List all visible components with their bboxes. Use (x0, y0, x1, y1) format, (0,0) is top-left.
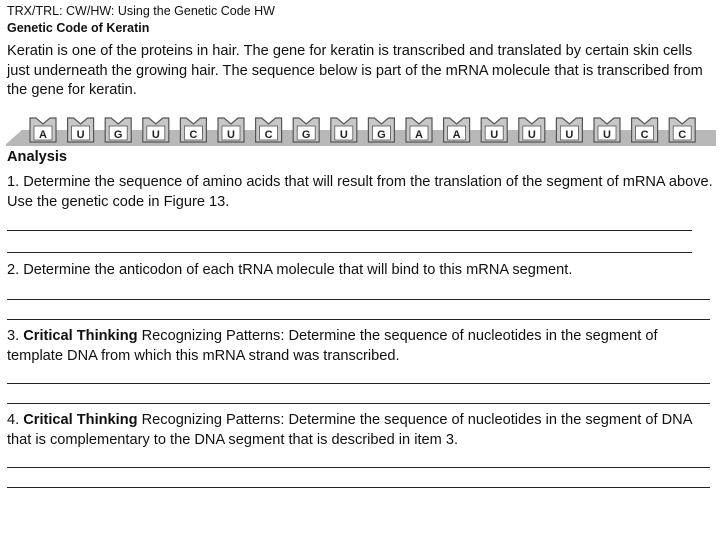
question-1: 1. Determine the sequence of amino acids that will result from the translation of the segment of mRNA above. Use the genetic code in Figure 13. (7, 174, 713, 210)
nucleotide-base-label: C (640, 129, 649, 141)
nucleotide-base-label: U (227, 129, 235, 141)
nucleotide-base-label: G (301, 129, 311, 141)
nucleotide-base-label: C (189, 129, 198, 141)
nucleotide-base-label: U (603, 129, 611, 141)
nucleotide-base-label: U (339, 129, 348, 141)
nucleotide-base-label: U (151, 129, 160, 141)
intro-paragraph: Keratin is one of the proteins in hair. The gene for keratin is transcribed and translated by certain skin cells just underneath the growing hair. The sequence below is part of the mRNA molecule that is transcribed from the gene for keratin. (7, 43, 703, 98)
nucleotide-base-label: U (565, 129, 574, 141)
nucleotide-base-label: U (527, 129, 536, 141)
question-3-number: 3. (7, 328, 20, 344)
answer-line[interactable] (7, 467, 710, 468)
mrna-strand-diagram (0, 112, 720, 150)
answer-line[interactable] (7, 252, 692, 253)
question-3-label: Critical Thinking (23, 328, 138, 344)
answer-line[interactable] (7, 230, 692, 231)
nucleotide-base-label: G (377, 129, 386, 141)
question-3 (7, 327, 713, 366)
answer-line[interactable] (7, 403, 710, 404)
answer-line[interactable] (7, 383, 710, 384)
answer-line[interactable] (7, 299, 710, 300)
question-2: 2. Determine the anticodon of each tRNA molecule that will bind to this mRNA segment. (7, 262, 573, 278)
nucleotide-base-label: A (39, 129, 47, 141)
page-title: Genetic Code of Keratin (7, 21, 150, 35)
nucleotide-base-label: A (415, 129, 423, 141)
nucleotide-base-label: U (76, 129, 85, 141)
answer-line[interactable] (7, 319, 710, 320)
answer-line[interactable] (7, 487, 710, 488)
nucleotide-base-label: A (452, 129, 461, 141)
course-line: TRX/TRL: CW/HW: Using the Genetic Code HW (7, 4, 275, 18)
analysis-heading: Analysis (7, 149, 68, 165)
question-4-label: Critical Thinking (23, 412, 138, 428)
nucleotide-base-label: U (490, 129, 499, 141)
nucleotide-base-label: C (264, 129, 273, 141)
question-3-text: Recognizing Patterns: Determine the sequence of nucleotides in the segment of template DNA from which this mRNA strand was transcribed. (7, 328, 658, 364)
question-4-text: Recognizing Patterns: Determine the sequence of nucleotides in the segment of DNA that is complementary to the DNA segment that is described in item 3. (7, 412, 692, 448)
nucleotide-base-label: C (678, 129, 687, 141)
question-4-number: 4. (7, 412, 20, 428)
question-4 (7, 411, 713, 450)
nucleotide-base-label: G (113, 129, 123, 141)
